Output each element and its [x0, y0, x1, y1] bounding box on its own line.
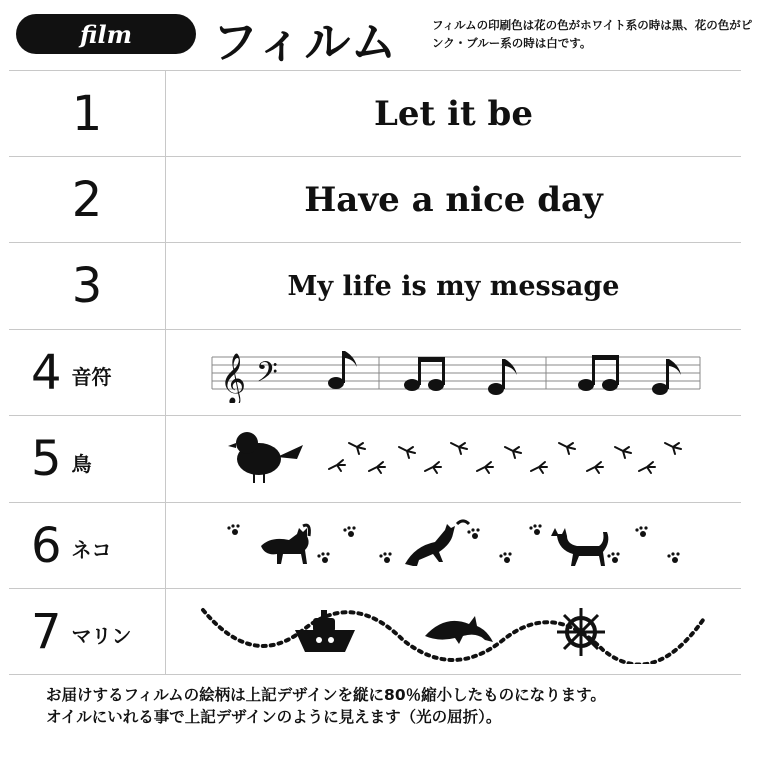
row-label: ネコ [71, 538, 112, 562]
table-row [9, 503, 741, 589]
row-label: 音符 [71, 365, 112, 389]
row-number-cell [9, 503, 166, 589]
cats-pawprints-icon [219, 516, 689, 576]
row-number: 1 [71, 85, 103, 142]
film-badge [16, 14, 196, 54]
table-row [9, 157, 741, 243]
row-number-cell [9, 330, 166, 416]
music-notes-icon [204, 343, 704, 403]
design-cell [166, 157, 742, 243]
design-text: Let it be [374, 93, 533, 134]
table-row [9, 330, 741, 416]
row-number-cell [9, 71, 166, 157]
row-number-cell [9, 416, 166, 503]
table-row [9, 243, 741, 330]
marine-wave-icon [199, 600, 709, 664]
row-number: 2 [71, 171, 103, 228]
design-text: Have a nice day [304, 179, 603, 220]
page-title: フィルム [212, 15, 399, 69]
footer-line: お届けするフィルムの絵柄は上記デザインを縦に80％縮小したものになります。 [46, 686, 606, 704]
header [0, 0, 760, 68]
design-text: My life is my message [287, 270, 620, 302]
row-number-cell [9, 589, 166, 675]
row-number: 4 [31, 344, 62, 401]
table-row [9, 416, 741, 503]
row-number: 7 [31, 603, 62, 660]
footer-note [46, 684, 746, 728]
row-number: 3 [71, 258, 103, 314]
row-number-cell [9, 243, 166, 330]
row-number: 5 [31, 431, 62, 487]
row-number-cell [9, 157, 166, 243]
bird-footprints-icon [219, 429, 689, 489]
design-cell [166, 243, 742, 330]
design-cell [166, 330, 742, 416]
design-cell [166, 503, 742, 589]
design-cell [166, 589, 742, 675]
row-label: 鳥 [71, 451, 92, 476]
footer-line: オイルにいれる事で上記デザインのように見えます（光の屈折）。 [46, 708, 502, 726]
row-label: マリン [71, 624, 132, 648]
table-row [9, 589, 741, 675]
film-badge-label: film [80, 19, 132, 49]
design-table [9, 70, 741, 675]
design-cell [166, 71, 742, 157]
svg-text:𝄢: 𝄢 [255, 355, 278, 396]
table-row [9, 71, 741, 157]
row-number: 6 [31, 517, 62, 574]
print-color-note: フィルムの印刷色は花の色がホワイト系の時は黒、花の色がピンク・ブルー系の時は白です。 [432, 18, 753, 50]
design-cell [166, 416, 742, 503]
svg-text:𝄞: 𝄞 [219, 352, 246, 403]
